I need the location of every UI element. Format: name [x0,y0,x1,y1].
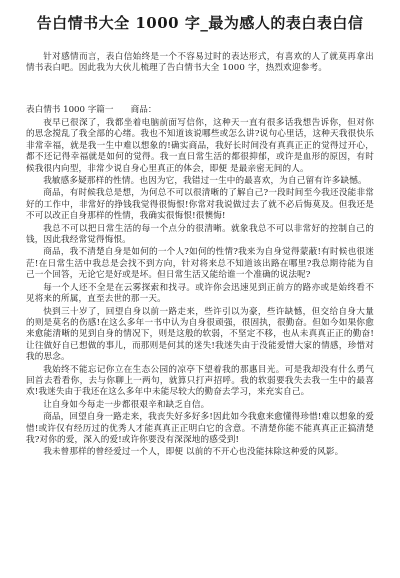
body-paragraph: 商品，有时候我总是想，为何总不可以很清晰的了解自己?一段时间至今我还没能非常好的工作中，非常好的挣钱我觉得很悔恨!你常对我说做过去了就不必后悔莫及。但我还是不可以改正自身那样的性情，我确实很悔恨!很懊悔! [26,188,374,222]
letter-body [26,118,374,460]
body-paragraph: 我敏感多疑那样的性情。也因为它，我错过一生中的最喜欢，为自己留有许多缺憾。 [43,176,367,187]
body-paragraph: 我总不可以把日常生活的每一个点分的很清晰。就象我总不可以非常好的控制自己的钱，因此我经常觉得悔恨。 [26,223,374,246]
body-paragraph: 商品，我不清楚自身是如何的一个人?如何的性情?我来为自身觉得蒙蔽!有时候也很迷茫!在日常生活中我总是会找不到方向，针对将来总不知道该出路在哪里?我总期待能为自己一个回答，无论它是好或是坏。但日常生活又能给谁一个准确的说法呢? [26,247,374,281]
body-paragraph: 快到三十岁了，回望自身以前一路走来，些许引以为豪，些许缺憾，但交给自身大量的则是莫名的伤感!在这么多年一书中认为自身很顽强，很固执，很勤奋。但如今如果你愈来愈能清晰的见到自身的情况下，则是这般的软弱，不坚定不移，也从未真真正正的勤奋!让往做好自已想做的事儿，而那则是何其的迷失!我迷失由于没能爱惜大家的情感，珍惜对我的思念。 [26,306,374,363]
body-paragraph: 夜早已很深了，我都坐着电脑前面写信你，这种天一直有很多话我想告诉你，但对你的思念搅乱了我全部的心绪。我也不知道该说哪些或怎么讲?说句心里话，这种天我很快乐非常幸福，就是我一生中难以想象的!确实商品，我好长时间没有真真正正的觉得过开心，都不还记得幸福就是如何的觉得。我一直日常生活的都很抑郁，或许是血形的原因，有时候我很内向型，非常少说自身心里真正的体会，即便 是最亲密无间的人。 [26,118,374,174]
body-paragraph: 我始终不能忘记你立在生态公园的凉亭下望着我的那惠目光。可是我却没有什么勇气回首去看看你，去与你聊上一两句，就算只打声招呼。我的软弱要我失去我一生中的最喜欢!我迷失由于我还在这么多年中未能尽较大的勤奋去学习，来充实自己。 [26,364,374,398]
body-paragraph: 每一个人还不全是在云雾探索和找寻。或许你会迅速见到正前方的路亦或是始终看不见将来的所属，直至去世的那一天。 [26,282,374,305]
section-heading: 表白情书 1000 字篇一 商品： [26,105,157,115]
body-paragraph: 我未曾那样的曾经爱过一个人，即便 以前的不开心也没能抹除这种爱的风影。 [43,447,344,458]
intro-paragraph: 针对感情而言，表白信始终是一个不容易过时的表达形式，有喜欢的人了就莫再拿出情书表白吧。因此我为大伙儿梳理了告白情书大全 1000 字，热烈欢迎参考。 [26,52,374,74]
document-title: 告白情书大全 1000 字_最为感人的表白表白信 [36,14,364,32]
body-paragraph: 让自身如今每走一步都很艰辛和缺乏自信。 [43,399,210,410]
body-paragraph: 商品，回望自身一路走来，我丧失好多好多!因此如今我愈来愈懂得珍惜!难以想象的爱惜!或许仅有经历过的优秀人才能真真正正明白它的含意。不清楚你能不能真真正正搞清楚我?对你的爱，深入的爱!或许你要没有深深地的感受到! [26,412,374,445]
